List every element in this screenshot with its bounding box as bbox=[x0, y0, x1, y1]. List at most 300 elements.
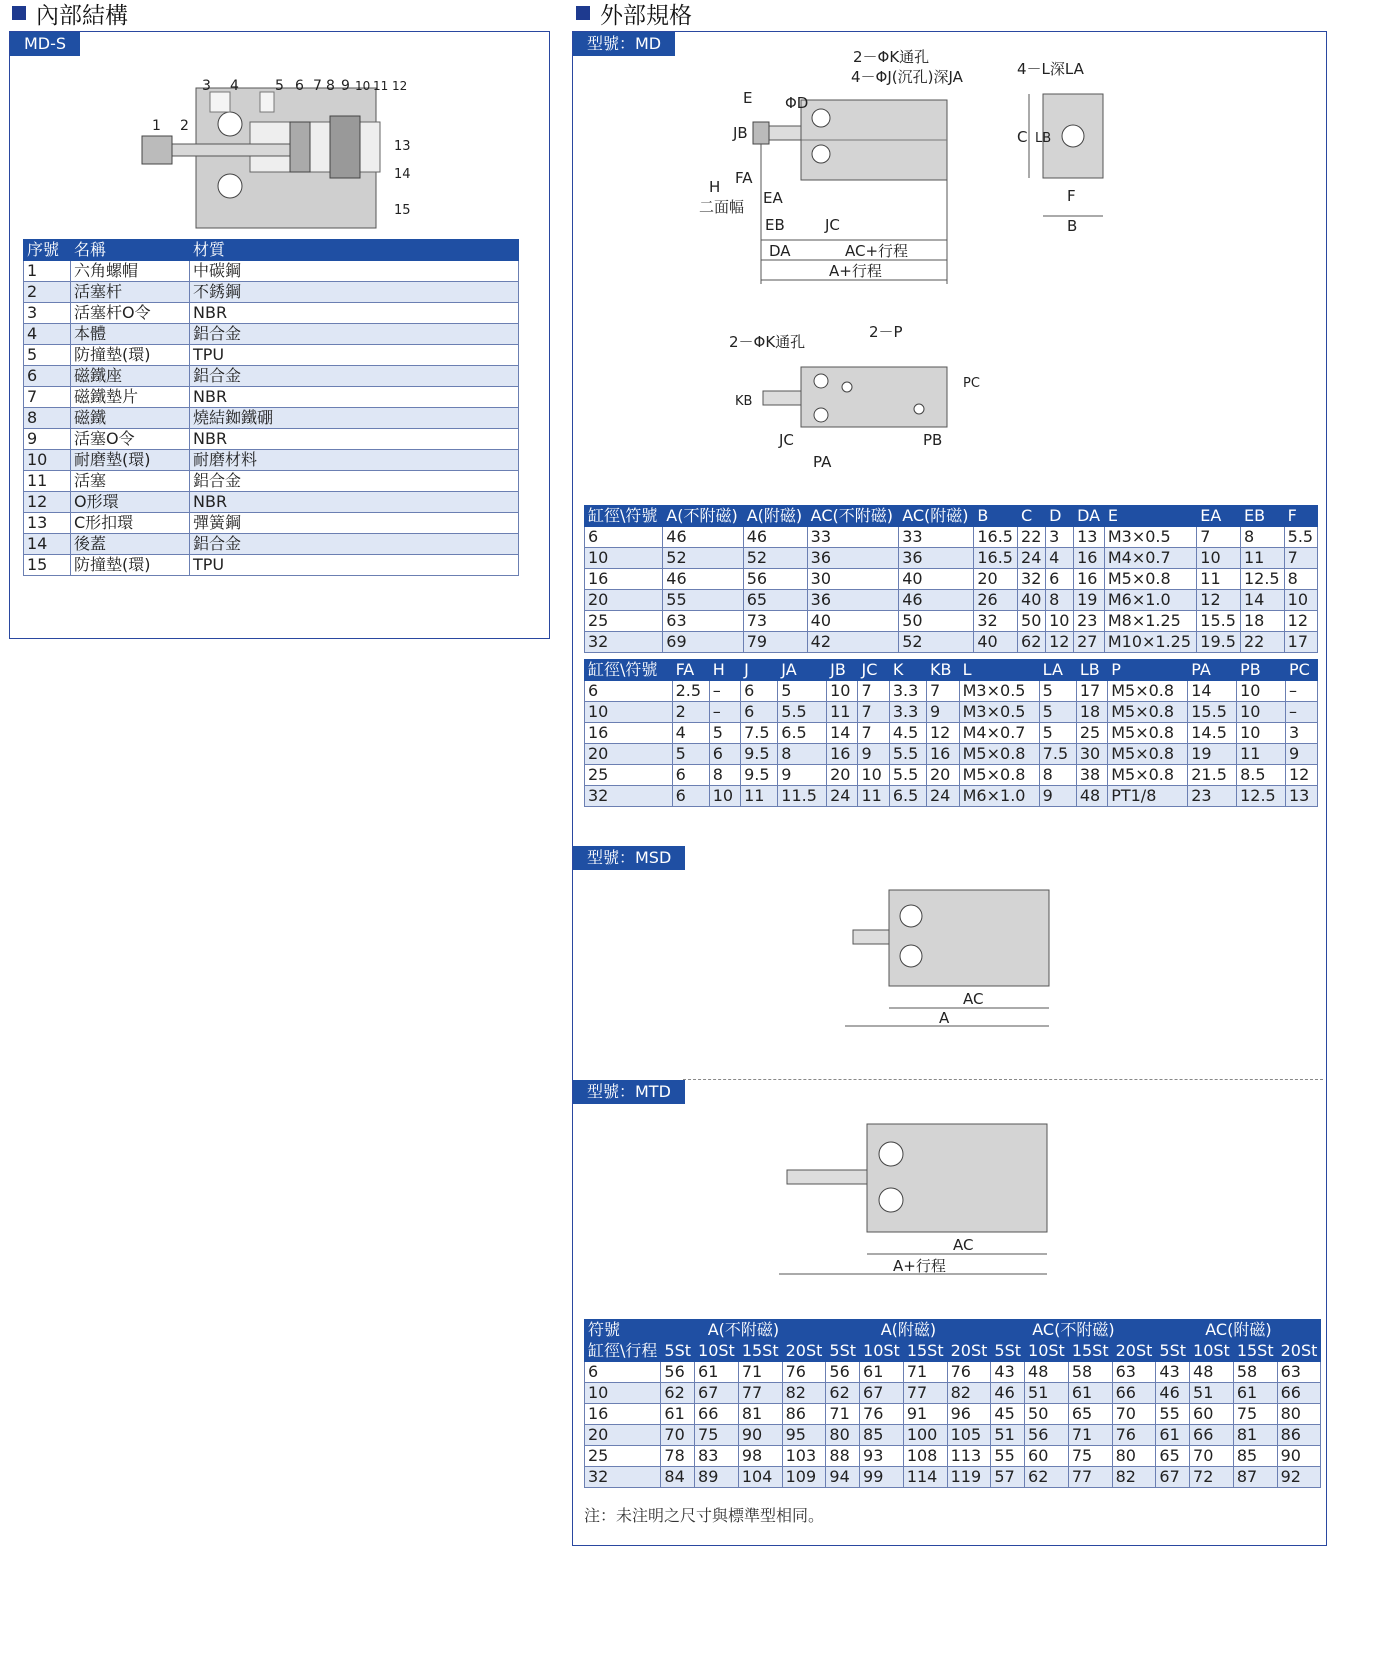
table-cell: 鋁合金 bbox=[190, 366, 519, 387]
table-cell: 83 bbox=[695, 1446, 739, 1467]
table-cell: 65 bbox=[1156, 1446, 1190, 1467]
table-header-cell: PC bbox=[1285, 660, 1317, 681]
table-cell: 46 bbox=[663, 569, 743, 590]
table-cell: 62 bbox=[826, 1383, 860, 1404]
table-cell: 63 bbox=[1277, 1362, 1321, 1383]
callout-6: 6 bbox=[295, 78, 304, 94]
table-cell: M5×0.8 bbox=[1104, 569, 1196, 590]
table-cell: 10 bbox=[585, 1383, 661, 1404]
table-row bbox=[585, 681, 1318, 702]
table-header-cell: JB bbox=[827, 660, 858, 681]
table-cell: 76 bbox=[947, 1362, 991, 1383]
table-cell: 22 bbox=[1018, 527, 1046, 548]
table-cell: 25 bbox=[585, 611, 663, 632]
label-4-j-counter: 4－ΦJ(沉孔)深JA bbox=[851, 68, 963, 86]
table-row bbox=[585, 1446, 1321, 1467]
label-two-flat: 二面幅 bbox=[699, 198, 745, 216]
table-cell: 10 bbox=[709, 786, 740, 807]
table-cell: 63 bbox=[1112, 1362, 1156, 1383]
table-header-cell: 15St bbox=[1233, 1341, 1277, 1362]
table-header-cell: DA bbox=[1074, 506, 1105, 527]
mtd-drawing bbox=[773, 1102, 1073, 1292]
table-row bbox=[585, 1425, 1321, 1446]
table-cell: 80 bbox=[826, 1425, 860, 1446]
table-cell: 46 bbox=[1156, 1383, 1190, 1404]
parts-col-no: 序號 bbox=[24, 240, 71, 261]
table-group-header-cell: 符號 bbox=[585, 1320, 661, 1341]
table-cell: 4 bbox=[1046, 548, 1074, 569]
table-cell: 38 bbox=[1076, 765, 1107, 786]
table-cell: 77 bbox=[1068, 1467, 1112, 1488]
table-cell: 7 bbox=[858, 702, 889, 723]
table-header-cell: FA bbox=[672, 660, 709, 681]
table-cell: 活塞O令 bbox=[71, 429, 190, 450]
table-cell: 70 bbox=[1112, 1404, 1156, 1425]
table-row bbox=[585, 1362, 1321, 1383]
table-cell: 10 bbox=[1237, 681, 1286, 702]
table-cell: 32 bbox=[585, 632, 663, 653]
table-cell: 30 bbox=[807, 569, 899, 590]
table-cell: 16 bbox=[1074, 569, 1105, 590]
table-cell: 75 bbox=[1068, 1446, 1112, 1467]
table-cell: 58 bbox=[1233, 1362, 1277, 1383]
table-cell: 82 bbox=[1112, 1467, 1156, 1488]
table-cell: 25 bbox=[585, 1446, 661, 1467]
label-2-k-thru: 2－ΦK通孔 bbox=[853, 48, 930, 66]
table-cell: O形環 bbox=[71, 492, 190, 513]
table-cell: 113 bbox=[947, 1446, 991, 1467]
parts-table bbox=[23, 239, 519, 576]
table-cell: 66 bbox=[1190, 1425, 1234, 1446]
table-cell: 17 bbox=[1076, 681, 1107, 702]
table-cell: 66 bbox=[695, 1404, 739, 1425]
table-cell: 71 bbox=[738, 1362, 782, 1383]
table-cell: 5 bbox=[778, 681, 827, 702]
table-cell: M6×1.0 bbox=[1104, 590, 1196, 611]
table-cell: 66 bbox=[1112, 1383, 1156, 1404]
table-cell: 6 bbox=[709, 744, 740, 765]
label-da: DA bbox=[769, 242, 791, 260]
label-d: ΦD bbox=[785, 94, 809, 112]
table-cell: TPU bbox=[190, 345, 519, 366]
table-cell: 63 bbox=[663, 611, 743, 632]
cross-section-drawing bbox=[130, 52, 430, 252]
label-a-stroke: A+行程 bbox=[829, 262, 882, 280]
callout-10: 10 bbox=[355, 79, 371, 93]
table-cell: 12 bbox=[1197, 590, 1241, 611]
table-row bbox=[585, 611, 1318, 632]
table-cell: 43 bbox=[1156, 1362, 1190, 1383]
table-cell: 4 bbox=[672, 723, 709, 744]
table-cell: 73 bbox=[743, 611, 807, 632]
table-cell: M4×0.7 bbox=[959, 723, 1039, 744]
table-cell: 56 bbox=[826, 1362, 860, 1383]
table-row bbox=[585, 1467, 1321, 1488]
table-cell: 52 bbox=[663, 548, 743, 569]
table-cell: 60 bbox=[1025, 1446, 1069, 1467]
table-cell: 活塞 bbox=[71, 471, 190, 492]
table-cell: 65 bbox=[1068, 1404, 1112, 1425]
table-cell: 防撞墊(環) bbox=[71, 345, 190, 366]
table-group-header-cell: A(不附磁) bbox=[661, 1320, 826, 1341]
table-cell: 7 bbox=[24, 387, 71, 408]
table-cell: 5 bbox=[24, 345, 71, 366]
table-cell: 55 bbox=[663, 590, 743, 611]
table-cell: 76 bbox=[1112, 1425, 1156, 1446]
callout-9: 9 bbox=[341, 78, 350, 94]
table-cell: 14.5 bbox=[1188, 723, 1237, 744]
table-cell: 84 bbox=[661, 1467, 695, 1488]
table-cell: – bbox=[1285, 681, 1317, 702]
table-cell: 96 bbox=[947, 1404, 991, 1425]
table-cell: 40 bbox=[974, 632, 1018, 653]
label-c: C bbox=[1017, 128, 1028, 146]
label-2-k-thru-b: 2－ΦK通孔 bbox=[729, 333, 806, 351]
left-section-title: 內部結構 bbox=[10, 0, 128, 26]
table-cell: 不銹鋼 bbox=[190, 282, 519, 303]
label-pc: PC bbox=[963, 376, 980, 391]
table-cell: 16 bbox=[585, 1404, 661, 1425]
table-cell: 61 bbox=[1233, 1383, 1277, 1404]
md-s-tag: MD-S bbox=[10, 32, 80, 56]
label-e: E bbox=[743, 89, 753, 107]
table-header-cell: KB bbox=[927, 660, 960, 681]
table-cell: NBR bbox=[190, 429, 519, 450]
table-header-cell: JC bbox=[858, 660, 889, 681]
table-cell: – bbox=[709, 702, 740, 723]
parts-col-material: 材質 bbox=[190, 240, 519, 261]
footnote: 注：未注明之尺寸與標準型相同。 bbox=[584, 1506, 825, 1525]
md-side-drawing bbox=[1013, 56, 1133, 256]
table-cell: 69 bbox=[663, 632, 743, 653]
table-row bbox=[24, 345, 519, 366]
table-header-cell: 10St bbox=[1190, 1341, 1234, 1362]
table-cell: 81 bbox=[738, 1404, 782, 1425]
table-cell: 8 bbox=[1240, 527, 1284, 548]
table-cell: M5×0.8 bbox=[1108, 744, 1188, 765]
table-cell: 9 bbox=[24, 429, 71, 450]
table-cell: 119 bbox=[947, 1467, 991, 1488]
label-jb: JB bbox=[733, 124, 748, 142]
table-header-cell: K bbox=[889, 660, 926, 681]
callout-12: 12 bbox=[392, 79, 408, 93]
table-cell: 六角螺帽 bbox=[71, 261, 190, 282]
table-header-cell: 20St bbox=[782, 1341, 826, 1362]
msd-drawing bbox=[833, 872, 1073, 1042]
table-cell: M5×0.8 bbox=[959, 765, 1039, 786]
table-cell: 9.5 bbox=[741, 744, 778, 765]
table-cell: 20 bbox=[585, 590, 663, 611]
mtd-tag: 型號：MTD bbox=[573, 1080, 685, 1104]
label-lb: LB bbox=[1035, 131, 1052, 146]
table-cell: 防撞墊(環) bbox=[71, 555, 190, 576]
table-header-cell: LB bbox=[1076, 660, 1107, 681]
callout-5: 5 bbox=[275, 78, 284, 94]
label-kb: KB bbox=[735, 394, 753, 409]
table-header-cell: C bbox=[1018, 506, 1046, 527]
table-cell: 62 bbox=[1018, 632, 1046, 653]
table-cell: 耐磨材料 bbox=[190, 450, 519, 471]
callout-8: 8 bbox=[326, 78, 335, 94]
table-cell: 14 bbox=[1188, 681, 1237, 702]
table-cell: 8 bbox=[24, 408, 71, 429]
table-cell: 98 bbox=[738, 1446, 782, 1467]
table-cell: 99 bbox=[860, 1467, 904, 1488]
table-cell: 5 bbox=[1039, 681, 1076, 702]
table-cell: 57 bbox=[991, 1467, 1025, 1488]
table-cell: M3×0.5 bbox=[959, 681, 1039, 702]
table-cell: 20 bbox=[827, 765, 858, 786]
mtd-label-ac: AC bbox=[953, 1236, 974, 1254]
label-ac-stroke: AC+行程 bbox=[845, 242, 909, 260]
table-cell: 66 bbox=[1277, 1383, 1321, 1404]
table-cell: 76 bbox=[860, 1404, 904, 1425]
table-cell: 6.5 bbox=[778, 723, 827, 744]
callout-7: 7 bbox=[313, 78, 322, 94]
label-pa: PA bbox=[813, 453, 832, 471]
table-cell: 50 bbox=[1025, 1404, 1069, 1425]
table-header-cell: A(不附磁) bbox=[663, 506, 743, 527]
table-group-header-row bbox=[585, 1320, 1321, 1341]
callout-14: 14 bbox=[394, 167, 411, 182]
table-cell: 15 bbox=[24, 555, 71, 576]
table-cell: 46 bbox=[663, 527, 743, 548]
table-header-row bbox=[585, 1341, 1321, 1362]
table-cell: 32 bbox=[585, 1467, 661, 1488]
label-pb: PB bbox=[923, 431, 943, 449]
table-cell: 71 bbox=[1068, 1425, 1112, 1446]
table-cell: 8 bbox=[1284, 569, 1317, 590]
table-row bbox=[24, 324, 519, 345]
table-row bbox=[585, 1404, 1321, 1425]
table-cell: 46 bbox=[991, 1383, 1025, 1404]
table-cell: 4 bbox=[24, 324, 71, 345]
table-row bbox=[24, 261, 519, 282]
table-cell: 12 bbox=[24, 492, 71, 513]
table-cell: 71 bbox=[826, 1404, 860, 1425]
table-header-cell: 20St bbox=[947, 1341, 991, 1362]
table-cell: 61 bbox=[1068, 1383, 1112, 1404]
table-cell: 62 bbox=[1025, 1467, 1069, 1488]
table-header-cell: P bbox=[1108, 660, 1188, 681]
label-fa: FA bbox=[735, 169, 753, 187]
table-cell: 40 bbox=[1018, 590, 1046, 611]
table-cell: 磁鐵 bbox=[71, 408, 190, 429]
table-cell: 33 bbox=[899, 527, 974, 548]
table-cell: 6 bbox=[585, 1362, 661, 1383]
label-h: H bbox=[709, 178, 721, 196]
table-cell: – bbox=[709, 681, 740, 702]
table-row bbox=[24, 408, 519, 429]
table-cell: 2 bbox=[672, 702, 709, 723]
table-cell: 10 bbox=[858, 765, 889, 786]
table-cell: 77 bbox=[903, 1383, 947, 1404]
table-cell: 15.5 bbox=[1188, 702, 1237, 723]
table-cell: 5 bbox=[1039, 723, 1076, 744]
table-cell: 86 bbox=[782, 1404, 826, 1425]
table-cell: 2.5 bbox=[672, 681, 709, 702]
table-cell: 46 bbox=[899, 590, 974, 611]
table-cell: 7.5 bbox=[741, 723, 778, 744]
table-cell: 13 bbox=[24, 513, 71, 534]
table-cell: 5 bbox=[672, 744, 709, 765]
table-cell: 109 bbox=[782, 1467, 826, 1488]
table-row bbox=[585, 632, 1318, 653]
table-cell: 11 bbox=[827, 702, 858, 723]
table-cell: M5×0.8 bbox=[1108, 765, 1188, 786]
table-cell: 後蓋 bbox=[71, 534, 190, 555]
table-cell: 7 bbox=[858, 681, 889, 702]
table-cell: 61 bbox=[695, 1362, 739, 1383]
table-cell: 20 bbox=[585, 744, 673, 765]
title-square-icon bbox=[576, 6, 590, 20]
table-header-cell: AC(不附磁) bbox=[807, 506, 899, 527]
table-cell: 103 bbox=[782, 1446, 826, 1467]
table-row bbox=[24, 471, 519, 492]
table-cell: 24 bbox=[1018, 548, 1046, 569]
title-square-icon bbox=[12, 6, 26, 20]
table-cell: 16 bbox=[827, 744, 858, 765]
label-jc: JC bbox=[825, 216, 840, 234]
separator-line bbox=[683, 1079, 1323, 1080]
table-row bbox=[24, 282, 519, 303]
table-cell: 32 bbox=[585, 786, 673, 807]
label-4-l-depth: 4－L深LA bbox=[1017, 60, 1084, 78]
table-cell: 10 bbox=[1046, 611, 1074, 632]
table-cell: 61 bbox=[1156, 1425, 1190, 1446]
table-cell: 3 bbox=[24, 303, 71, 324]
table-cell: 21.5 bbox=[1188, 765, 1237, 786]
table-cell: 80 bbox=[1277, 1404, 1321, 1425]
table-cell: 82 bbox=[782, 1383, 826, 1404]
table-cell: 活塞杆 bbox=[71, 282, 190, 303]
table-cell: 87 bbox=[1233, 1467, 1277, 1488]
table-cell: M5×0.8 bbox=[1108, 702, 1188, 723]
table-cell: 108 bbox=[903, 1446, 947, 1467]
table-cell: M3×0.5 bbox=[1104, 527, 1196, 548]
table-cell: 80 bbox=[1112, 1446, 1156, 1467]
table-cell: 2 bbox=[24, 282, 71, 303]
table-cell: 8.5 bbox=[1237, 765, 1286, 786]
table-cell: 10 bbox=[1197, 548, 1241, 569]
table-cell: 6 bbox=[24, 366, 71, 387]
table-header-cell: E bbox=[1104, 506, 1196, 527]
table-cell: 48 bbox=[1190, 1362, 1234, 1383]
table-cell: 1 bbox=[24, 261, 71, 282]
table-cell: 36 bbox=[807, 548, 899, 569]
table-row bbox=[585, 548, 1318, 569]
table-cell: 45 bbox=[991, 1404, 1025, 1425]
table-header-cell: 5St bbox=[661, 1341, 695, 1362]
md-bottom-drawing bbox=[723, 317, 1003, 477]
table-cell: 93 bbox=[860, 1446, 904, 1467]
mtd-label-a-stroke: A+行程 bbox=[893, 1257, 946, 1275]
table-row bbox=[24, 387, 519, 408]
table-cell: 51 bbox=[1190, 1383, 1234, 1404]
table-row bbox=[24, 534, 519, 555]
table-cell: 6 bbox=[741, 702, 778, 723]
table-cell: 8 bbox=[709, 765, 740, 786]
table-cell: 鋁合金 bbox=[190, 324, 519, 345]
label-jc-b: JC bbox=[779, 431, 794, 449]
table-header-cell: 20St bbox=[1277, 1341, 1321, 1362]
table-cell: 100 bbox=[903, 1425, 947, 1446]
table-cell: 85 bbox=[1233, 1446, 1277, 1467]
table-cell: 8 bbox=[1046, 590, 1074, 611]
table-cell: M3×0.5 bbox=[959, 702, 1039, 723]
table-cell: 7 bbox=[858, 723, 889, 744]
table-row bbox=[585, 527, 1318, 548]
table-cell: 6 bbox=[741, 681, 778, 702]
internal-structure-panel bbox=[9, 31, 550, 639]
table-cell: 5.5 bbox=[1284, 527, 1317, 548]
table-cell: 32 bbox=[974, 611, 1018, 632]
table-cell: 42 bbox=[807, 632, 899, 653]
table-cell: 12 bbox=[927, 723, 960, 744]
table-cell: C形扣環 bbox=[71, 513, 190, 534]
parts-col-name: 名稱 bbox=[71, 240, 190, 261]
table-cell: 16.5 bbox=[974, 548, 1018, 569]
table-cell: 12 bbox=[1284, 611, 1317, 632]
spec-table-2 bbox=[584, 659, 1318, 807]
table-cell: 10 bbox=[24, 450, 71, 471]
table-cell: 25 bbox=[585, 765, 673, 786]
table-cell: 40 bbox=[807, 611, 899, 632]
table-cell: 12.5 bbox=[1237, 786, 1286, 807]
callout-13: 13 bbox=[394, 139, 411, 154]
table-cell: M10×1.25 bbox=[1104, 632, 1196, 653]
table-row bbox=[585, 765, 1318, 786]
right-section-title: 外部規格 bbox=[574, 0, 692, 26]
table-header-cell: EA bbox=[1197, 506, 1241, 527]
table-cell: M4×0.7 bbox=[1104, 548, 1196, 569]
table-cell: 16.5 bbox=[974, 527, 1018, 548]
table-header-cell: 15St bbox=[1068, 1341, 1112, 1362]
table-header-cell: H bbox=[709, 660, 740, 681]
table-cell: 3.3 bbox=[889, 702, 926, 723]
table-header-cell: A(附磁) bbox=[743, 506, 807, 527]
table-cell: 鋁合金 bbox=[190, 471, 519, 492]
table-header-cell: 5St bbox=[991, 1341, 1025, 1362]
table-header-cell: 5St bbox=[1156, 1341, 1190, 1362]
table-cell: 6 bbox=[672, 765, 709, 786]
label-eb: EB bbox=[765, 216, 785, 234]
table-cell: 71 bbox=[903, 1362, 947, 1383]
table-cell: 5.5 bbox=[889, 765, 926, 786]
table-cell: 48 bbox=[1025, 1362, 1069, 1383]
msd-label-ac: AC bbox=[963, 990, 984, 1008]
table-cell: 36 bbox=[807, 590, 899, 611]
table-cell: 22 bbox=[1240, 632, 1284, 653]
table-cell: 20 bbox=[927, 765, 960, 786]
table-header-cell: LA bbox=[1039, 660, 1076, 681]
table-cell: 中碳鋼 bbox=[190, 261, 519, 282]
table-cell: 6 bbox=[585, 527, 663, 548]
table-header-cell: D bbox=[1046, 506, 1074, 527]
table-cell: 46 bbox=[743, 527, 807, 548]
table-cell: 86 bbox=[1277, 1425, 1321, 1446]
table-cell: 11 bbox=[858, 786, 889, 807]
table-cell: 60 bbox=[1190, 1404, 1234, 1425]
table-row bbox=[585, 569, 1318, 590]
table-cell: 7 bbox=[927, 681, 960, 702]
table-cell: 7 bbox=[1197, 527, 1241, 548]
table-cell: 18 bbox=[1240, 611, 1284, 632]
table-cell: 鋁合金 bbox=[190, 534, 519, 555]
table-cell: 55 bbox=[991, 1446, 1025, 1467]
table-cell: 13 bbox=[1074, 527, 1105, 548]
table-cell: 23 bbox=[1074, 611, 1105, 632]
